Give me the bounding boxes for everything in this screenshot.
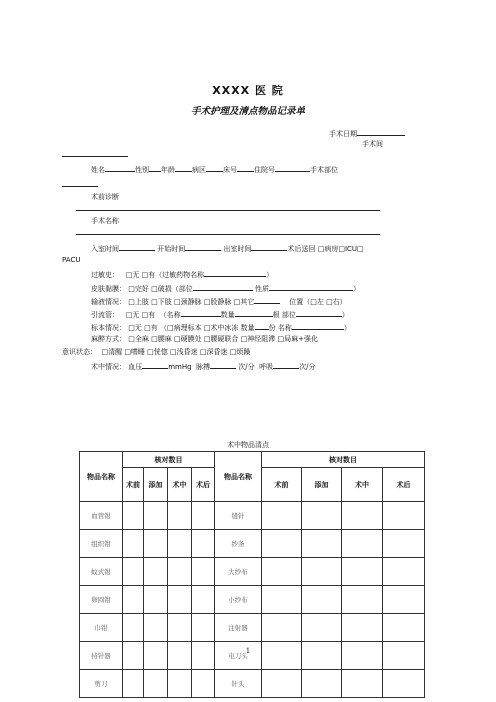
count-cell[interactable] <box>383 502 425 530</box>
infusion-opt-checkbox[interactable] <box>128 298 135 306</box>
skin-intact-label: 完好 <box>134 285 149 293</box>
age-label: 年龄 <box>161 166 175 174</box>
item-name: 持针器 <box>80 642 123 670</box>
check-count-header-right: 核对数目 <box>262 452 425 468</box>
count-cell[interactable] <box>192 586 215 614</box>
gender-field[interactable] <box>149 164 161 172</box>
table-row <box>80 586 425 614</box>
infusion-opt: 颈静脉 <box>180 298 202 306</box>
gender-label: 性别 <box>135 166 149 174</box>
count-cell[interactable] <box>342 502 383 530</box>
name-label: 姓名 <box>91 166 105 174</box>
count-cell[interactable] <box>342 670 383 698</box>
drain-qty-label: 数量 <box>220 311 235 319</box>
count-cell[interactable] <box>383 530 425 558</box>
col-post: 术后 <box>383 468 425 502</box>
consciousness-label: 意识状态： <box>62 348 97 356</box>
start-time-field[interactable] <box>185 243 221 251</box>
count-cell[interactable] <box>302 530 342 558</box>
specimen-open: （ <box>159 324 167 332</box>
infusion-right-label: 右） <box>332 298 347 306</box>
col-pre: 术前 <box>123 468 144 502</box>
count-cell[interactable] <box>123 502 144 530</box>
item-name: 剪刀 <box>80 670 123 698</box>
intraop-label: 术中情况： <box>91 363 126 371</box>
op-name-label: 手术名称 <box>91 217 119 225</box>
item-name: 卵圆钳 <box>80 586 123 614</box>
resp-label: 呼吸 <box>259 363 274 371</box>
pacu-checkbox[interactable] <box>357 245 364 253</box>
site-label: 手术部位 <box>310 166 338 174</box>
allergy-label: 过敏史： <box>91 271 119 279</box>
anesthesia-checkbox[interactable] <box>128 335 135 343</box>
ward-option: 病房 <box>324 245 339 253</box>
skin-nature-field[interactable] <box>269 283 353 291</box>
specimen-name-label: 名称 <box>277 324 292 332</box>
allergy-yes-label: 有（过敏药物名称 <box>148 271 205 279</box>
hospital-name: XXXX 医 院 <box>212 84 284 97</box>
age-field[interactable] <box>175 164 192 172</box>
consciousness-row <box>62 348 250 357</box>
count-cell[interactable] <box>342 530 383 558</box>
count-cell[interactable] <box>342 614 383 642</box>
infusion-other-field[interactable] <box>254 296 280 304</box>
item-name: 大纱布 <box>215 558 262 586</box>
drain-part-label: 部位 <box>281 311 296 319</box>
count-cell[interactable] <box>144 558 168 586</box>
resp-field[interactable] <box>273 361 299 369</box>
skin-part-field[interactable] <box>193 283 253 291</box>
pre-diagnosis-line[interactable] <box>76 210 380 211</box>
intraop-row <box>91 361 315 372</box>
specimen-path-label: 病理标本 <box>173 324 202 332</box>
drain-name-field[interactable] <box>181 309 221 317</box>
count-cell[interactable] <box>302 586 342 614</box>
skin-intact-checkbox[interactable] <box>128 285 135 293</box>
count-cell[interactable] <box>192 670 215 698</box>
drain-unit: 根 <box>272 311 280 319</box>
specimen-yes-checkbox[interactable] <box>144 324 151 332</box>
infusion-left-checkbox[interactable] <box>310 298 317 306</box>
count-cell[interactable] <box>262 670 302 698</box>
consciousness-opt: 嗜睡 <box>130 348 145 356</box>
leave-time-label: 出室时间 <box>223 245 252 253</box>
infusion-opt: 股静脉 <box>210 298 232 306</box>
skin-label: 皮肤黏膜： <box>91 285 126 293</box>
table-row <box>80 670 425 698</box>
times-row <box>91 243 364 254</box>
infusion-opt: 其它 <box>240 298 255 306</box>
item-name: 血管钳 <box>80 502 123 530</box>
specimen-label: 标本情况： <box>91 324 126 332</box>
specimen-qty-field[interactable] <box>255 322 269 330</box>
pulse-label: 脉搏 <box>196 363 211 371</box>
item-name: 纱条 <box>215 530 262 558</box>
specimen-qty-label: 数量 <box>240 324 255 332</box>
bp-label: 血压 <box>128 363 143 371</box>
pre-diagnosis-label: 术前诊断 <box>91 193 119 201</box>
icu-option: ICU <box>344 245 358 253</box>
drain-close: ） <box>341 311 349 319</box>
count-cell[interactable] <box>383 558 425 586</box>
infusion-opt-checkbox[interactable] <box>174 298 181 306</box>
bed-label: 床号 <box>223 166 237 174</box>
count-cell[interactable] <box>342 586 383 614</box>
count-cell[interactable] <box>192 502 215 530</box>
col-pre: 术前 <box>262 468 302 502</box>
infusion-right-checkbox[interactable] <box>326 298 333 306</box>
count-cell[interactable] <box>342 558 383 586</box>
item-name-header-right: 物品名称 <box>215 452 262 502</box>
item-name: 蚊式钳 <box>80 558 123 586</box>
count-cell[interactable] <box>144 614 168 642</box>
ward-label: 病区 <box>192 166 206 174</box>
count-cell[interactable] <box>144 586 168 614</box>
anesthesia-label: 麻醉方式： <box>91 335 126 343</box>
count-cell[interactable] <box>144 530 168 558</box>
count-cell[interactable] <box>302 670 342 698</box>
item-name: 巾钳 <box>80 614 123 642</box>
anesthesia-opt: 硬膜处 <box>180 335 202 343</box>
skin-row <box>91 283 360 294</box>
admission-no-field[interactable] <box>275 164 310 172</box>
specimen-frozen-label: 术中冰冻 <box>210 324 239 332</box>
count-cell[interactable] <box>302 558 342 586</box>
consciousness-checkbox[interactable] <box>124 348 131 356</box>
leave-time-field[interactable] <box>251 243 287 251</box>
enter-time-field[interactable] <box>119 243 155 251</box>
op-date-label: 手术日期 <box>329 130 357 138</box>
drain-row <box>91 309 349 320</box>
specimen-close: ） <box>343 324 351 332</box>
specimen-none-checkbox[interactable] <box>128 324 135 332</box>
count-cell[interactable] <box>123 558 144 586</box>
item-name: 缝针 <box>215 502 262 530</box>
icu-checkbox[interactable] <box>338 245 345 253</box>
count-cell[interactable] <box>383 614 425 642</box>
count-cell[interactable] <box>262 586 302 614</box>
count-cell[interactable] <box>123 670 144 698</box>
site-field[interactable] <box>62 179 98 190</box>
count-cell[interactable] <box>192 558 215 586</box>
specimen-path-checkbox[interactable] <box>167 324 174 332</box>
col-added: 添加 <box>302 468 342 502</box>
skin-broken-checkbox[interactable] <box>151 285 158 293</box>
count-cell[interactable] <box>262 502 302 530</box>
count-cell[interactable] <box>168 558 192 586</box>
pulse-unit: 次/分 <box>238 363 255 371</box>
page-number: 1 <box>245 647 251 655</box>
count-cell[interactable] <box>168 614 192 642</box>
count-cell[interactable] <box>144 502 168 530</box>
allergy-row <box>91 269 273 280</box>
drain-part-field[interactable] <box>296 309 342 317</box>
sent-to-label: 术后送回 <box>287 245 316 253</box>
infusion-opt: 下肢 <box>157 298 172 306</box>
anesthesia-opt: 神经阻滞 <box>247 335 276 343</box>
item-name: 小纱布 <box>215 586 262 614</box>
allergy-drug-field[interactable] <box>204 269 266 277</box>
count-cell[interactable] <box>262 614 302 642</box>
anesthesia-checkbox[interactable] <box>174 335 181 343</box>
specimen-name-field[interactable] <box>292 322 344 330</box>
drain-label: 引流管： <box>91 311 119 319</box>
skin-broken-label: 破损（部位 <box>157 285 193 293</box>
count-cell[interactable] <box>262 558 302 586</box>
allergy-close: ） <box>266 271 274 279</box>
drain-name-label: （名称 <box>159 311 181 319</box>
table-row <box>80 502 425 530</box>
consciousness-checkbox[interactable] <box>200 348 207 356</box>
op-date-row <box>329 128 405 139</box>
count-cell[interactable] <box>168 530 192 558</box>
anesthesia-opt: 腰硬联合 <box>210 335 239 343</box>
pulse-field[interactable] <box>210 361 236 369</box>
table-row <box>80 614 425 642</box>
item-name-header-left: 物品名称 <box>80 452 123 502</box>
infusion-pos-label: 位置（ <box>289 298 311 306</box>
infusion-opt-checkbox[interactable] <box>151 298 158 306</box>
anesthesia-checkbox[interactable] <box>151 335 158 343</box>
admission-no-label: 住院号 <box>254 166 275 174</box>
count-cell[interactable] <box>383 586 425 614</box>
infusion-left-label: 左 <box>316 298 324 306</box>
drain-yes-label: 有 <box>148 311 156 319</box>
op-room-field[interactable] <box>62 149 128 160</box>
count-cell[interactable] <box>123 586 144 614</box>
ward-field[interactable] <box>206 164 223 172</box>
item-count-table <box>79 451 425 698</box>
anesthesia-opt: 局麻+强化 <box>284 335 319 343</box>
anesthesia-row <box>91 335 318 344</box>
table-row <box>80 530 425 558</box>
infusion-label: 输液情况： <box>91 298 126 306</box>
bp-unit: mmHg <box>168 363 192 371</box>
skin-close: ） <box>352 285 360 293</box>
count-cell[interactable] <box>168 586 192 614</box>
anesthesia-opt: 全麻 <box>134 335 149 343</box>
count-cell[interactable] <box>302 614 342 642</box>
specimen-none-label: 无 <box>134 324 142 332</box>
skin-nature-label: 性质 <box>254 285 269 293</box>
count-cell[interactable] <box>123 614 144 642</box>
op-room-label: 手术间 <box>362 140 383 148</box>
consciousness-opt: 深昏迷 <box>206 348 228 356</box>
col-intra: 术中 <box>342 468 383 502</box>
patient-row <box>91 164 338 175</box>
infusion-opt: 上肢 <box>134 298 149 306</box>
count-cell[interactable] <box>168 502 192 530</box>
op-name-line[interactable] <box>76 234 380 235</box>
table-caption: 术中物品清点 <box>227 441 269 449</box>
count-cell[interactable] <box>192 614 215 642</box>
count-cell[interactable] <box>123 530 144 558</box>
op-date-field[interactable] <box>357 128 405 136</box>
enter-time-label: 入室时间 <box>91 245 119 253</box>
specimen-unit: 份 <box>268 324 276 332</box>
count-cell[interactable] <box>302 502 342 530</box>
name-field[interactable] <box>105 164 135 172</box>
form-title: 手术护理及清点物品记录单 <box>190 106 305 117</box>
specimen-row <box>91 322 351 333</box>
item-name: 针头 <box>215 670 262 698</box>
bed-field[interactable] <box>237 164 254 172</box>
count-cell[interactable] <box>168 670 192 698</box>
resp-unit: 次/分 <box>299 363 316 371</box>
bp-field[interactable] <box>142 361 168 369</box>
item-name: 组织钳 <box>80 530 123 558</box>
drain-qty-field[interactable] <box>235 309 273 317</box>
item-name: 电刀头 <box>215 642 262 670</box>
start-time-label: 开始时间 <box>157 245 186 253</box>
count-cell[interactable] <box>192 530 215 558</box>
col-added: 添加 <box>144 468 168 502</box>
count-cell[interactable] <box>262 530 302 558</box>
col-intra: 术中 <box>168 468 192 502</box>
check-count-header-left: 核对数目 <box>123 452 215 468</box>
item-name: 注射器 <box>215 614 262 642</box>
consciousness-opt: 浅昏迷 <box>176 348 198 356</box>
consciousness-opt: 恍惚 <box>153 348 168 356</box>
table-row <box>80 558 425 586</box>
pacu-label: PACU <box>62 256 81 264</box>
col-post: 术后 <box>192 468 215 502</box>
allergy-none-label: 无 <box>132 271 140 279</box>
consciousness-checkbox[interactable] <box>170 348 177 356</box>
count-cell[interactable] <box>383 670 425 698</box>
consciousness-opt: 清醒 <box>108 348 123 356</box>
specimen-yes-label: 有 <box>150 324 158 332</box>
infusion-row <box>91 296 347 307</box>
consciousness-checkbox[interactable] <box>147 348 154 356</box>
count-cell[interactable] <box>144 670 168 698</box>
drain-none-label: 无 <box>132 311 140 319</box>
anesthesia-opt: 腰麻 <box>157 335 172 343</box>
consciousness-opt: 烦躁 <box>236 348 251 356</box>
